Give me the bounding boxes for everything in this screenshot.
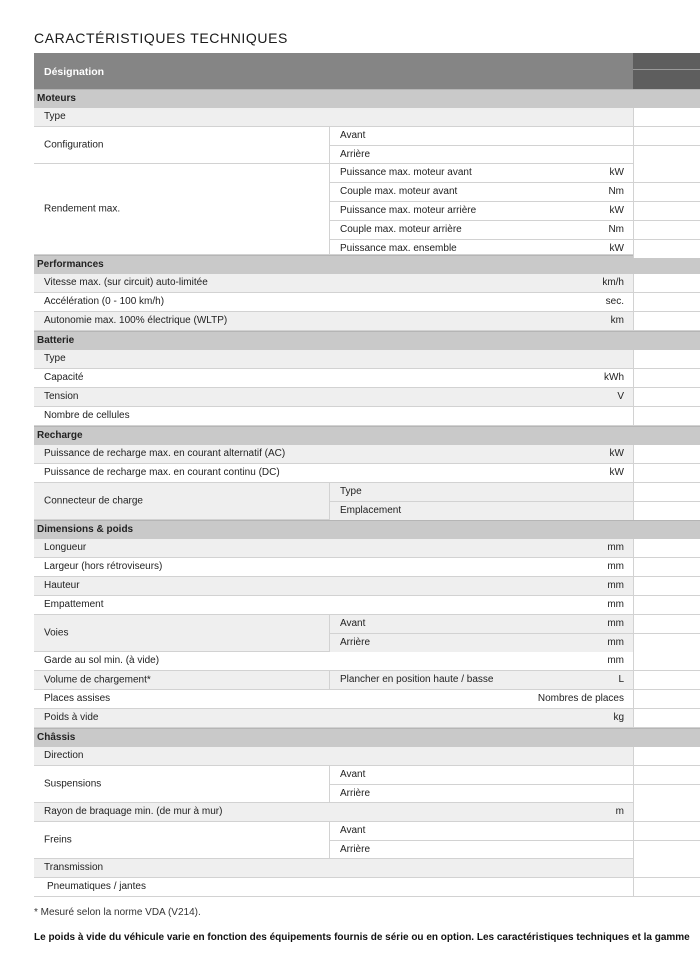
table-row [34,747,700,766]
table-row [34,652,700,671]
row-label: Couple max. moteur avant [340,186,458,197]
table-row [330,671,700,689]
table-row [34,350,700,369]
unit-label: kW [609,448,624,459]
table-row [330,240,700,258]
unit-label: km/h [602,277,624,288]
footnote: * Mesuré selon la norme VDA (V214). [34,907,201,918]
row-label: Longueur [44,542,87,553]
row-label: Arrière [340,788,371,799]
table-row [34,312,700,331]
table-row [34,293,700,312]
unit-label: mm [607,618,624,629]
row-label: Configuration [44,139,104,151]
unit-label: L [618,674,624,685]
table-row [330,183,700,202]
row-label: Arrière [340,149,371,160]
table-row [34,596,700,615]
table-row [34,274,700,293]
table-row [330,483,700,502]
table-row [34,108,700,127]
table-row [330,502,700,520]
row-label: Freins [44,834,72,846]
row-label: Voies [44,627,69,639]
table-row [34,388,700,407]
table-row [330,766,700,785]
unit-label: kW [609,243,624,254]
row-group-freins [34,822,700,859]
row-label: Connecteur de charge [44,495,143,507]
unit-label: kWh [604,372,624,383]
spec-table [34,53,700,897]
row-label: Puissance max. moteur avant [340,167,472,178]
row-label: Avant [340,618,366,629]
row-label: Avant [340,130,366,141]
unit-label: kW [609,205,624,216]
row-label: Avant [340,769,366,780]
unit-label: sec. [605,296,624,307]
row-label: Couple max. moteur arrière [340,224,462,235]
row-label: Rayon de braquage min. (de mur à mur) [44,806,223,817]
table-row [34,859,700,878]
row-label: Tension [44,391,79,402]
table-row [330,822,700,841]
unit-label: m [615,806,624,817]
table-row [330,615,700,634]
row-group-rendement [34,164,700,255]
row-label: Empattement [44,599,104,610]
unit-label: Nm [608,186,624,197]
row-label: Largeur (hors rétroviseurs) [44,561,163,572]
table-row [34,464,700,483]
table-row [34,690,700,709]
unit-label: mm [607,599,624,610]
section-batterie: Batterie [34,331,700,350]
table-row [330,841,700,859]
row-label: Accélération (0 - 100 km/h) [44,296,165,307]
row-label: Plancher en position haute / basse [340,674,494,685]
row-group-suspensions [34,766,700,803]
table-row [34,407,700,426]
row-label: Arrière [340,844,371,855]
row-label: Puissance max. ensemble [340,243,457,254]
unit-label: kW [609,467,624,478]
table-row [34,803,700,822]
row-label: Puissance de recharge max. en courant alternatif (AC) [44,448,286,459]
row-label: Places assises [44,693,111,704]
row-label: Pneumatiques / jantes [47,881,146,892]
table-row [34,878,700,897]
table-row [330,221,700,240]
unit-label: kg [613,712,624,723]
row-label: Nombre de cellules [44,410,130,421]
table-row [34,577,700,596]
table-row [330,164,700,183]
row-label: Puissance max. moteur arrière [340,205,477,216]
table-row [34,709,700,728]
row-label: Suspensions [44,778,102,790]
table-row [34,445,700,464]
row-label: Rendement max. [44,203,121,215]
row-group-volume [34,671,700,690]
unit-label: mm [607,655,624,666]
table-row [34,539,700,558]
designation-header: Désignation [44,66,105,78]
row-label: Transmission [44,862,104,873]
page-title: CARACTÉRISTIQUES TECHNIQUES [34,30,288,46]
table-row [330,202,700,221]
section-performances: Performances [34,255,700,274]
table-row [330,785,700,803]
unit-label: V [617,391,624,402]
disclaimer: Le poids à vide du véhicule varie en fonction des équipements fournis de série ou en option. Les caractéristiques techniques et la gamme [34,932,690,943]
header-value-column [633,53,700,89]
row-label: Garde au sol min. (à vide) [44,655,160,666]
row-label: Hauteur [44,580,80,591]
row-label: Arrière [340,637,371,648]
row-group-voies [34,615,700,652]
row-label: Direction [44,750,84,761]
row-label: Volume de chargement* [44,674,151,686]
unit-label: mm [607,580,624,591]
table-row [34,558,700,577]
row-label: Poids à vide [44,712,99,723]
row-label: Autonomie max. 100% électrique (WLTP) [44,315,228,326]
section-recharge: Recharge [34,426,700,445]
unit-label: Nombres de places [537,693,624,704]
row-label: Type [44,111,66,122]
table-row [330,146,700,164]
unit-label: mm [607,637,624,648]
row-label: Puissance de recharge max. en courant continu (DC) [44,467,280,478]
table-header [34,53,700,89]
section-moteurs: Moteurs [34,89,700,108]
unit-label: mm [607,542,624,553]
unit-label: km [610,315,624,326]
unit-label: mm [607,561,624,572]
row-label: Type [340,486,362,497]
row-label: Vitesse max. (sur circuit) auto-limitée [44,277,208,288]
table-row [330,634,700,652]
table-row [330,127,700,146]
row-label: Emplacement [340,505,402,516]
section-chassis: Châssis [34,728,700,747]
section-dimensions: Dimensions & poids [34,520,700,539]
row-group-connecteur [34,483,700,520]
table-row [34,369,700,388]
unit-label: kW [609,167,624,178]
row-label: Avant [340,825,366,836]
row-label: Type [44,353,66,364]
row-group-configuration [34,127,700,164]
unit-label: Nm [608,224,624,235]
row-label: Capacité [44,372,84,383]
